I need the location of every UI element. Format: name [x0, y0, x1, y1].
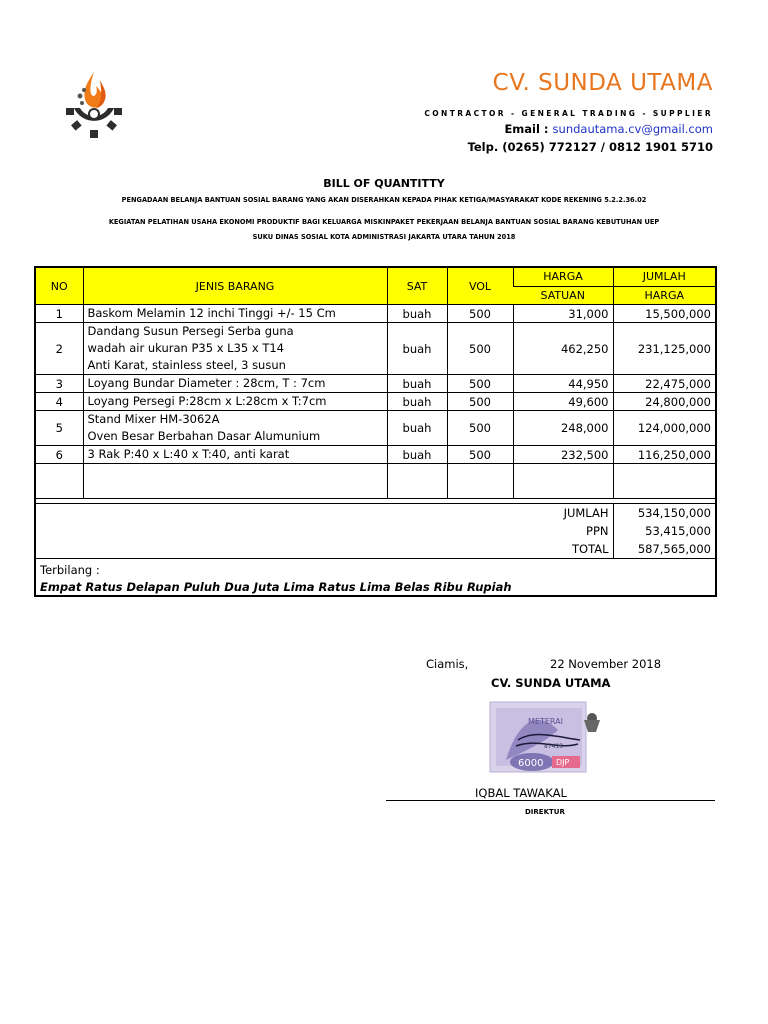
- cell-item: [83, 411, 387, 446]
- svg-text:6000: 6000: [518, 758, 544, 769]
- sign-company: CV. SUNDA UTAMA: [491, 676, 611, 690]
- cell-price: 31,000: [513, 305, 613, 323]
- email-line: [504, 122, 713, 136]
- empty-row: [35, 464, 716, 499]
- summary-grand-total-value: 587,565,000: [613, 540, 716, 559]
- company-tagline: CONTRACTOR - GENERAL TRADING - SUPPLIER: [424, 109, 713, 118]
- table-row: [35, 375, 716, 393]
- cell-price: 248,000: [513, 411, 613, 446]
- company-name: CV. SUNDA UTAMA: [492, 70, 713, 96]
- item-line: Stand Mixer HM-3062A: [87, 412, 220, 426]
- header-total-top: JUMLAH: [613, 267, 716, 286]
- cell-item: [83, 393, 387, 411]
- company-logo-icon: [56, 70, 132, 140]
- email-address: sundautama.cv@gmail.com: [552, 122, 713, 136]
- cell-total: 22,475,000: [613, 375, 716, 393]
- amount-in-words-text: Empat Ratus Delapan Puluh Dua Juta Lima Ratus Lima Belas Ribu Rupiah: [40, 579, 512, 594]
- cell-unit: buah: [387, 446, 447, 464]
- item-line: Baskom Melamin 12 inchi Tinggi +/- 15 Cm: [87, 306, 336, 320]
- cell-total: 231,125,000: [613, 323, 716, 375]
- table-row: [35, 305, 716, 323]
- table-row: [35, 393, 716, 411]
- signature-line: [386, 800, 715, 801]
- summary-subtotal-label: JUMLAH: [35, 504, 613, 523]
- summary-subtotal-value: 534,150,000: [613, 504, 716, 523]
- cell-qty: 500: [447, 323, 513, 375]
- sign-date: 22 November 2018: [550, 657, 662, 671]
- cell-item: [83, 305, 387, 323]
- cell-no: 4: [35, 393, 83, 411]
- summary-tax-label: PPN: [35, 522, 613, 540]
- cell-price: 49,600: [513, 393, 613, 411]
- cell-unit: buah: [387, 305, 447, 323]
- cell-qty: 500: [447, 305, 513, 323]
- cell-item: [83, 375, 387, 393]
- cell-total: 24,800,000: [613, 393, 716, 411]
- cell-unit: buah: [387, 411, 447, 446]
- header-qty: VOL: [447, 267, 513, 305]
- cell-no: 3: [35, 375, 83, 393]
- amount-in-words-label: Terbilang :: [40, 562, 100, 577]
- cell-unit: buah: [387, 393, 447, 411]
- table-row: [35, 446, 716, 464]
- cell-unit: buah: [387, 375, 447, 393]
- sign-city: Ciamis,: [426, 657, 469, 671]
- cell-no: 1: [35, 305, 83, 323]
- item-line: wadah air ukuran P35 x L35 x T14: [87, 341, 284, 355]
- item-line: 3 Rak P:40 x L:40 x T:40, anti karat: [87, 447, 290, 461]
- svg-text:DJP: DJP: [556, 758, 570, 767]
- cell-no: 6: [35, 446, 83, 464]
- header-total-bottom: HARGA: [613, 286, 716, 305]
- cell-qty: 500: [447, 393, 513, 411]
- item-line: Dandang Susun Persegi Serba guna: [87, 324, 294, 338]
- cell-unit: buah: [387, 323, 447, 375]
- cell-total: 116,250,000: [613, 446, 716, 464]
- header-unit: SAT: [387, 267, 447, 305]
- header-no: NO: [35, 267, 83, 305]
- cell-qty: 500: [447, 375, 513, 393]
- summary-tax-row: [35, 522, 716, 540]
- cell-price: 232,500: [513, 446, 613, 464]
- header-item: JENIS BARANG: [83, 267, 387, 305]
- item-line: Loyang Bundar Diameter : 28cm, T : 7cm: [87, 376, 326, 390]
- cell-price: 462,250: [513, 323, 613, 375]
- cell-total: 124,000,000: [613, 411, 716, 446]
- bill-of-quantity-table: [34, 266, 717, 597]
- summary-grand-total-row: [35, 540, 716, 559]
- materai-stamp-icon: [488, 700, 610, 778]
- svg-text:87413: 87413: [544, 743, 564, 750]
- summary-subtotal-row: [35, 504, 716, 523]
- cell-qty: 500: [447, 446, 513, 464]
- table-row: [35, 411, 716, 446]
- header-price-top: HARGA: [513, 267, 613, 286]
- document-subtitle-3: SUKU DINAS SOSIAL KOTA ADMINISTRASI JAKARTA UTARA TAHUN 2018: [252, 233, 516, 241]
- document-subtitle-2: KEGIATAN PELATIHAN USAHA EKONOMI PRODUKTIF BAGI KELUARGA MISKINPAKET PEKERJAAN BELANJA BANTUAN SOSIAL BARANG KEBUTUHAN UEP: [108, 218, 660, 226]
- cell-price: 44,950: [513, 375, 613, 393]
- signer-name: IQBAL TAWAKAL: [475, 786, 567, 800]
- cell-no: 2: [35, 323, 83, 375]
- cell-qty: 500: [447, 411, 513, 446]
- cell-no: 5: [35, 411, 83, 446]
- item-line: Anti Karat, stainless steel, 3 susun: [87, 358, 286, 372]
- signer-title: DIREKTUR: [525, 808, 565, 816]
- item-line: Oven Besar Berbahan Dasar Alumunium: [87, 429, 321, 443]
- document-subtitle-1: PENGADAAN BELANJA BANTUAN SOSIAL BARANG YANG AKAN DISERAHKAN KEPADA PIHAK KETIGA/MASYARAKAT KODE REKENING 5.2.2.36.02: [121, 196, 647, 204]
- cell-item: [83, 446, 387, 464]
- cell-total: 15,500,000: [613, 305, 716, 323]
- summary-grand-total-label: TOTAL: [35, 540, 613, 559]
- item-line: Loyang Persegi P:28cm x L:28cm x T:7cm: [87, 394, 327, 408]
- table-row: [35, 323, 716, 375]
- amount-in-words-row: [35, 559, 716, 597]
- phone-line: Telp. (0265) 772127 / 0812 1901 5710: [467, 140, 713, 154]
- svg-text:METERAI: METERAI: [528, 717, 563, 726]
- email-label: Email :: [504, 122, 549, 136]
- cell-item: [83, 323, 387, 375]
- header-price-bottom: SATUAN: [513, 286, 613, 305]
- summary-tax-value: 53,415,000: [613, 522, 716, 540]
- document-title: BILL OF QUANTITTY: [323, 177, 445, 190]
